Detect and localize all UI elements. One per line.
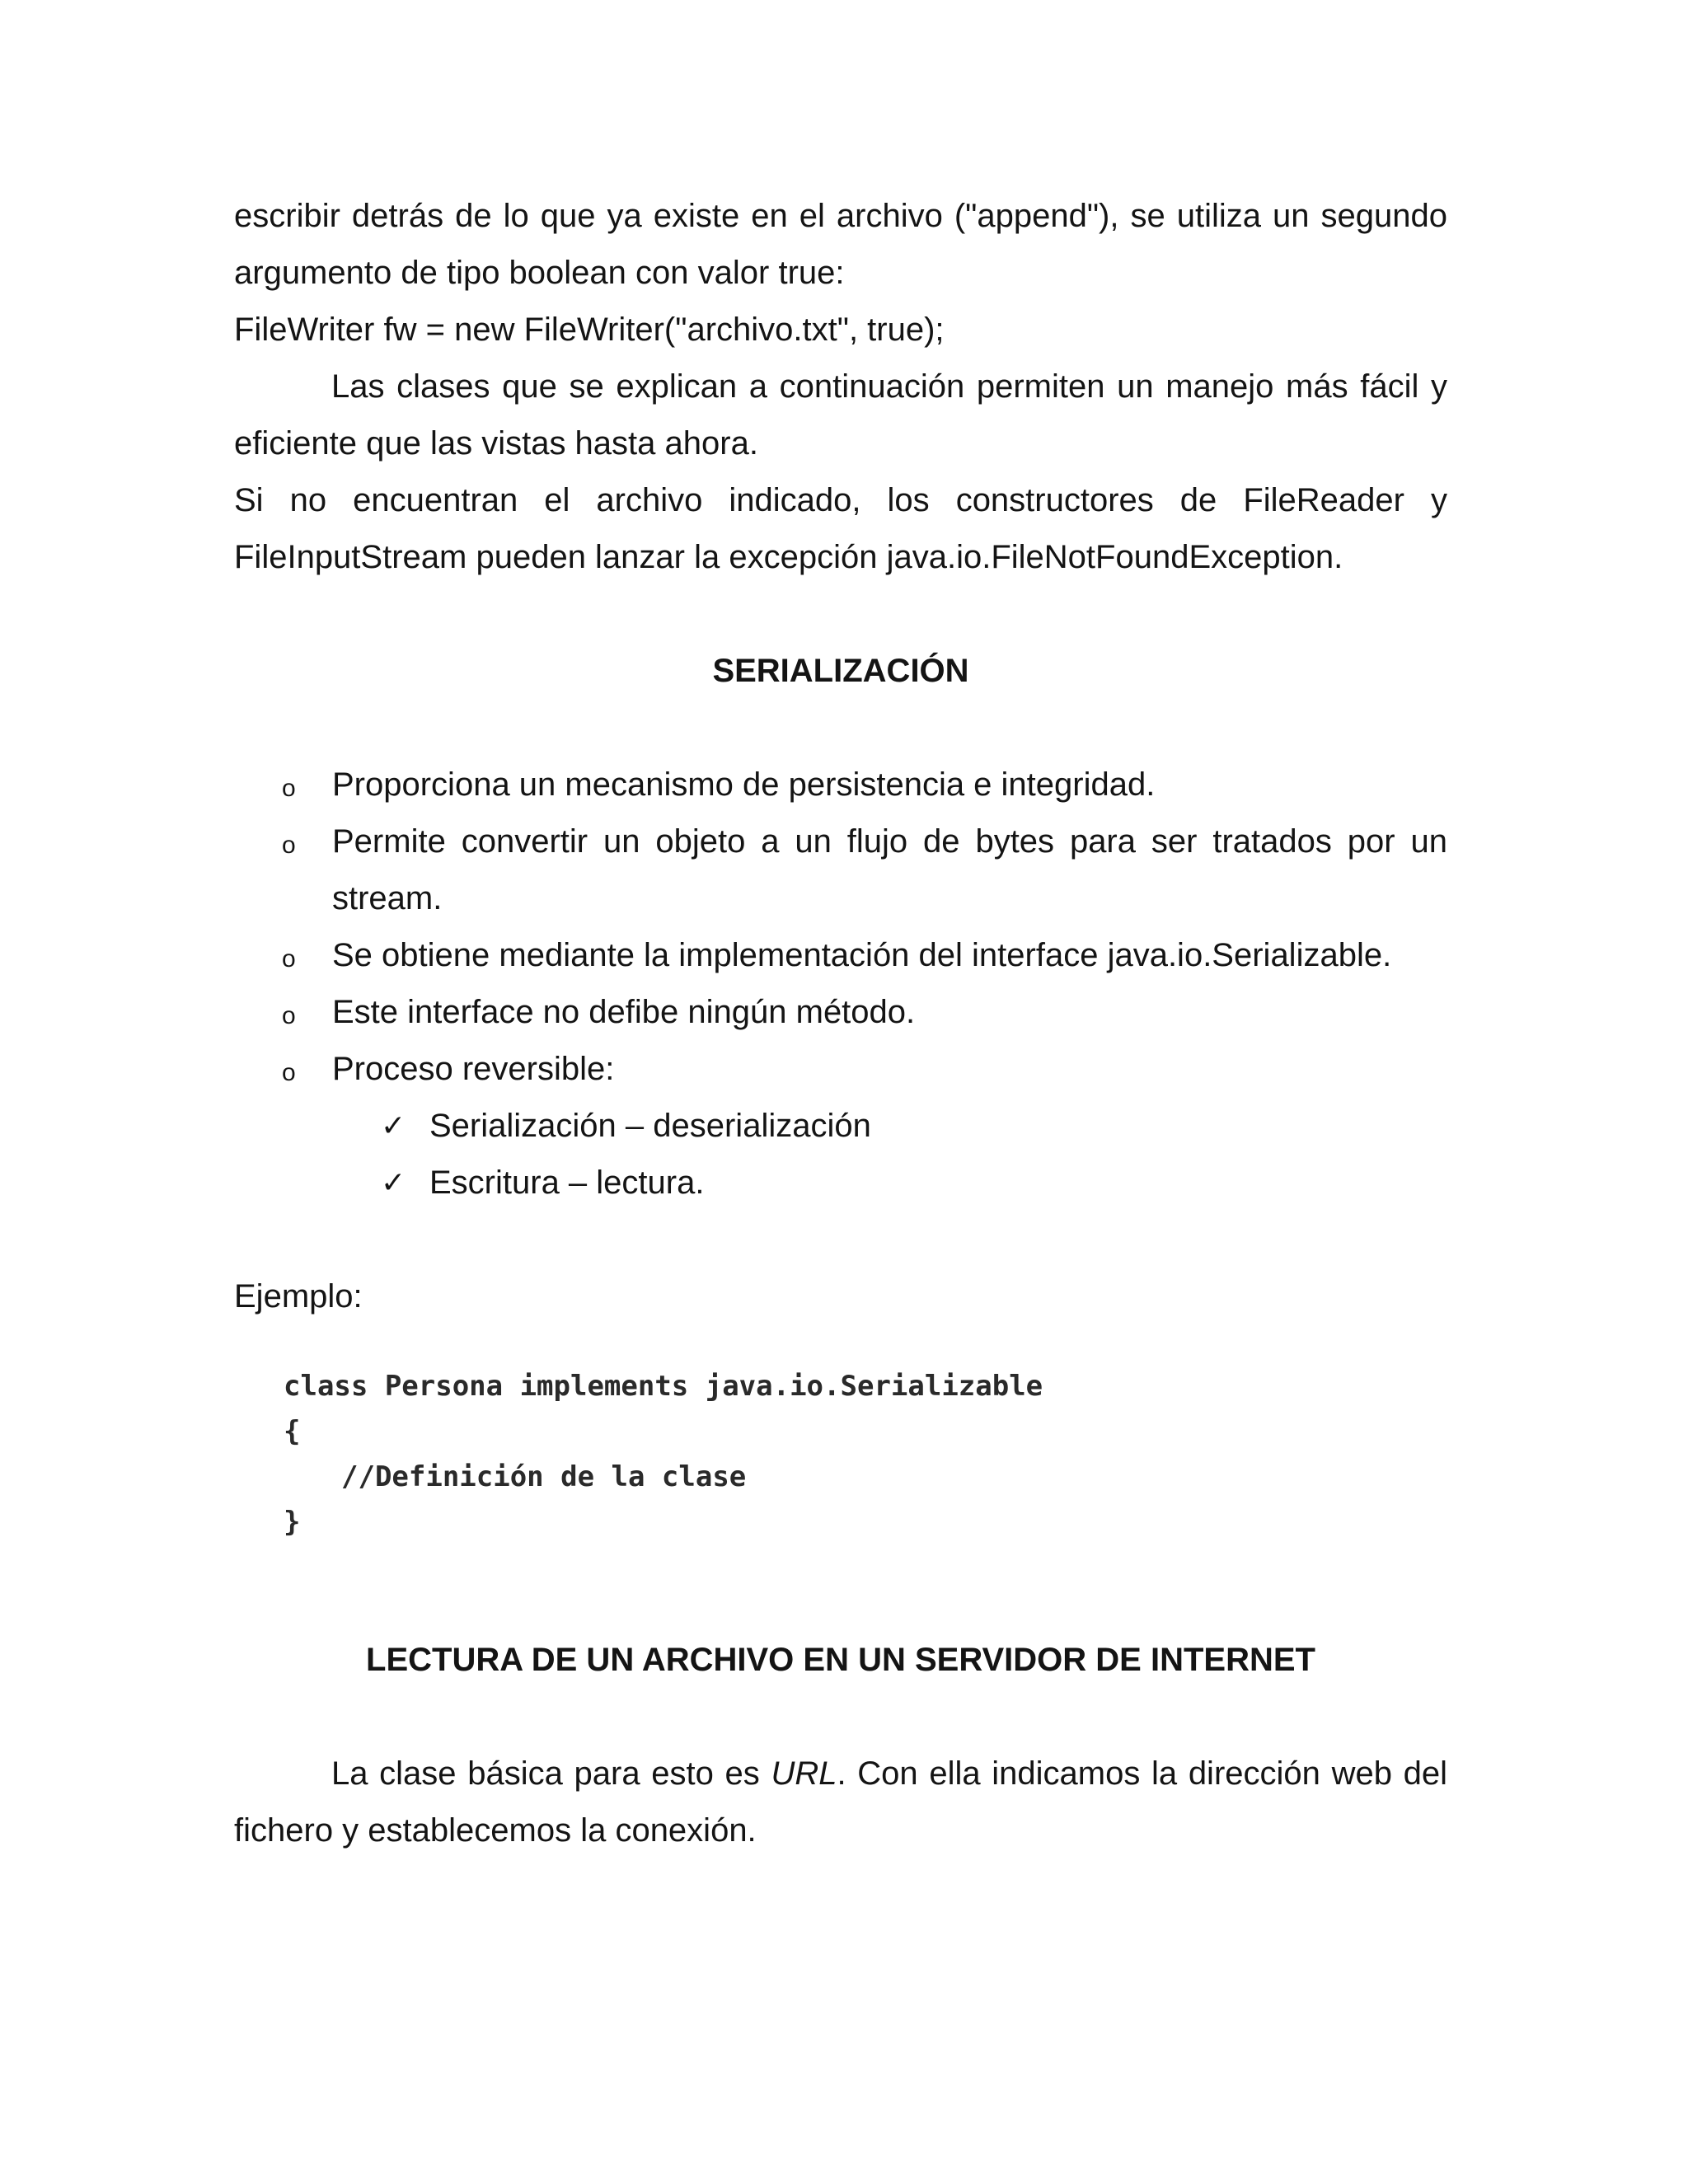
bullet-item [234,813,1447,927]
bullet-text: Permite convertir un objeto a un flujo de bytes para ser tratados por un stream. [332,823,1447,916]
serializacion-bullet-list [234,757,1447,1098]
serializacion-check-list [234,1098,1447,1212]
bullet-text: Se obtiene mediante la implementación del interface java.io.Serializable. [332,937,1392,973]
code-line: class Persona implements java.io.Serializable [284,1370,1043,1403]
hollow-circle-bullet-icon: o [282,832,296,859]
bullet-text: Proporciona un mecanismo de persistencia e integridad. [332,766,1156,803]
hollow-circle-bullet-icon: o [282,775,296,802]
document-page [234,188,1447,1859]
check-text: Escritura – lectura. [429,1165,705,1201]
code-line: } [284,1506,301,1539]
checkmark-icon: ✓ [381,1109,406,1143]
section-title-serializacion: SERIALIZACIÓN [712,653,969,689]
example-label: Ejemplo: [234,1278,363,1315]
bullet-item [234,757,1447,813]
code-comment-line: //Definición de la clase [341,1460,747,1493]
intro-paragraph-2: Las clases que se explican a continuación permiten un manejo más fácil y eficiente que las vistas hasta ahora. [234,368,1447,462]
hollow-circle-bullet-icon: o [282,945,296,972]
bullet-item [234,927,1447,984]
check-item [234,1098,1447,1155]
lectura-paragraph [234,1746,1447,1859]
checkmark-icon: ✓ [381,1166,406,1200]
bullet-text: Este interface no defibe ningún método. [332,994,916,1030]
intro-paragraph-3: Si no encuentran el archivo indicado, los constructores de FileReader y FileInputStream pueden lanzar la excepción java.io.FileNotFoundException. [234,482,1447,575]
check-item [234,1155,1447,1212]
section-title-lectura: LECTURA DE UN ARCHIVO EN UN SERVIDOR DE INTERNET [366,1642,1315,1678]
hollow-circle-bullet-icon: o [282,1002,296,1029]
code-line: { [284,1415,301,1448]
bullet-item [234,984,1447,1041]
hollow-circle-bullet-icon: o [282,1059,296,1086]
lectura-url-term: URL [771,1755,837,1792]
lectura-text-before: La clase básica para esto es [331,1755,771,1792]
check-text: Serialización – deserialización [429,1108,871,1144]
intro-code-line: FileWriter fw = new FileWriter("archivo.txt", true); [234,312,945,348]
lectura-text-after: . Con ella indicamos la dirección web del fichero y establecemos la conexión. [234,1755,1447,1849]
code-snippet [234,1364,1447,1545]
intro-paragraph-1: escribir detrás de lo que ya existe en el archivo ("append"), se utiliza un segundo argumento de tipo boolean con valor true: [234,198,1447,291]
bullet-item [234,1041,1447,1098]
bullet-text: Proceso reversible: [332,1051,615,1087]
